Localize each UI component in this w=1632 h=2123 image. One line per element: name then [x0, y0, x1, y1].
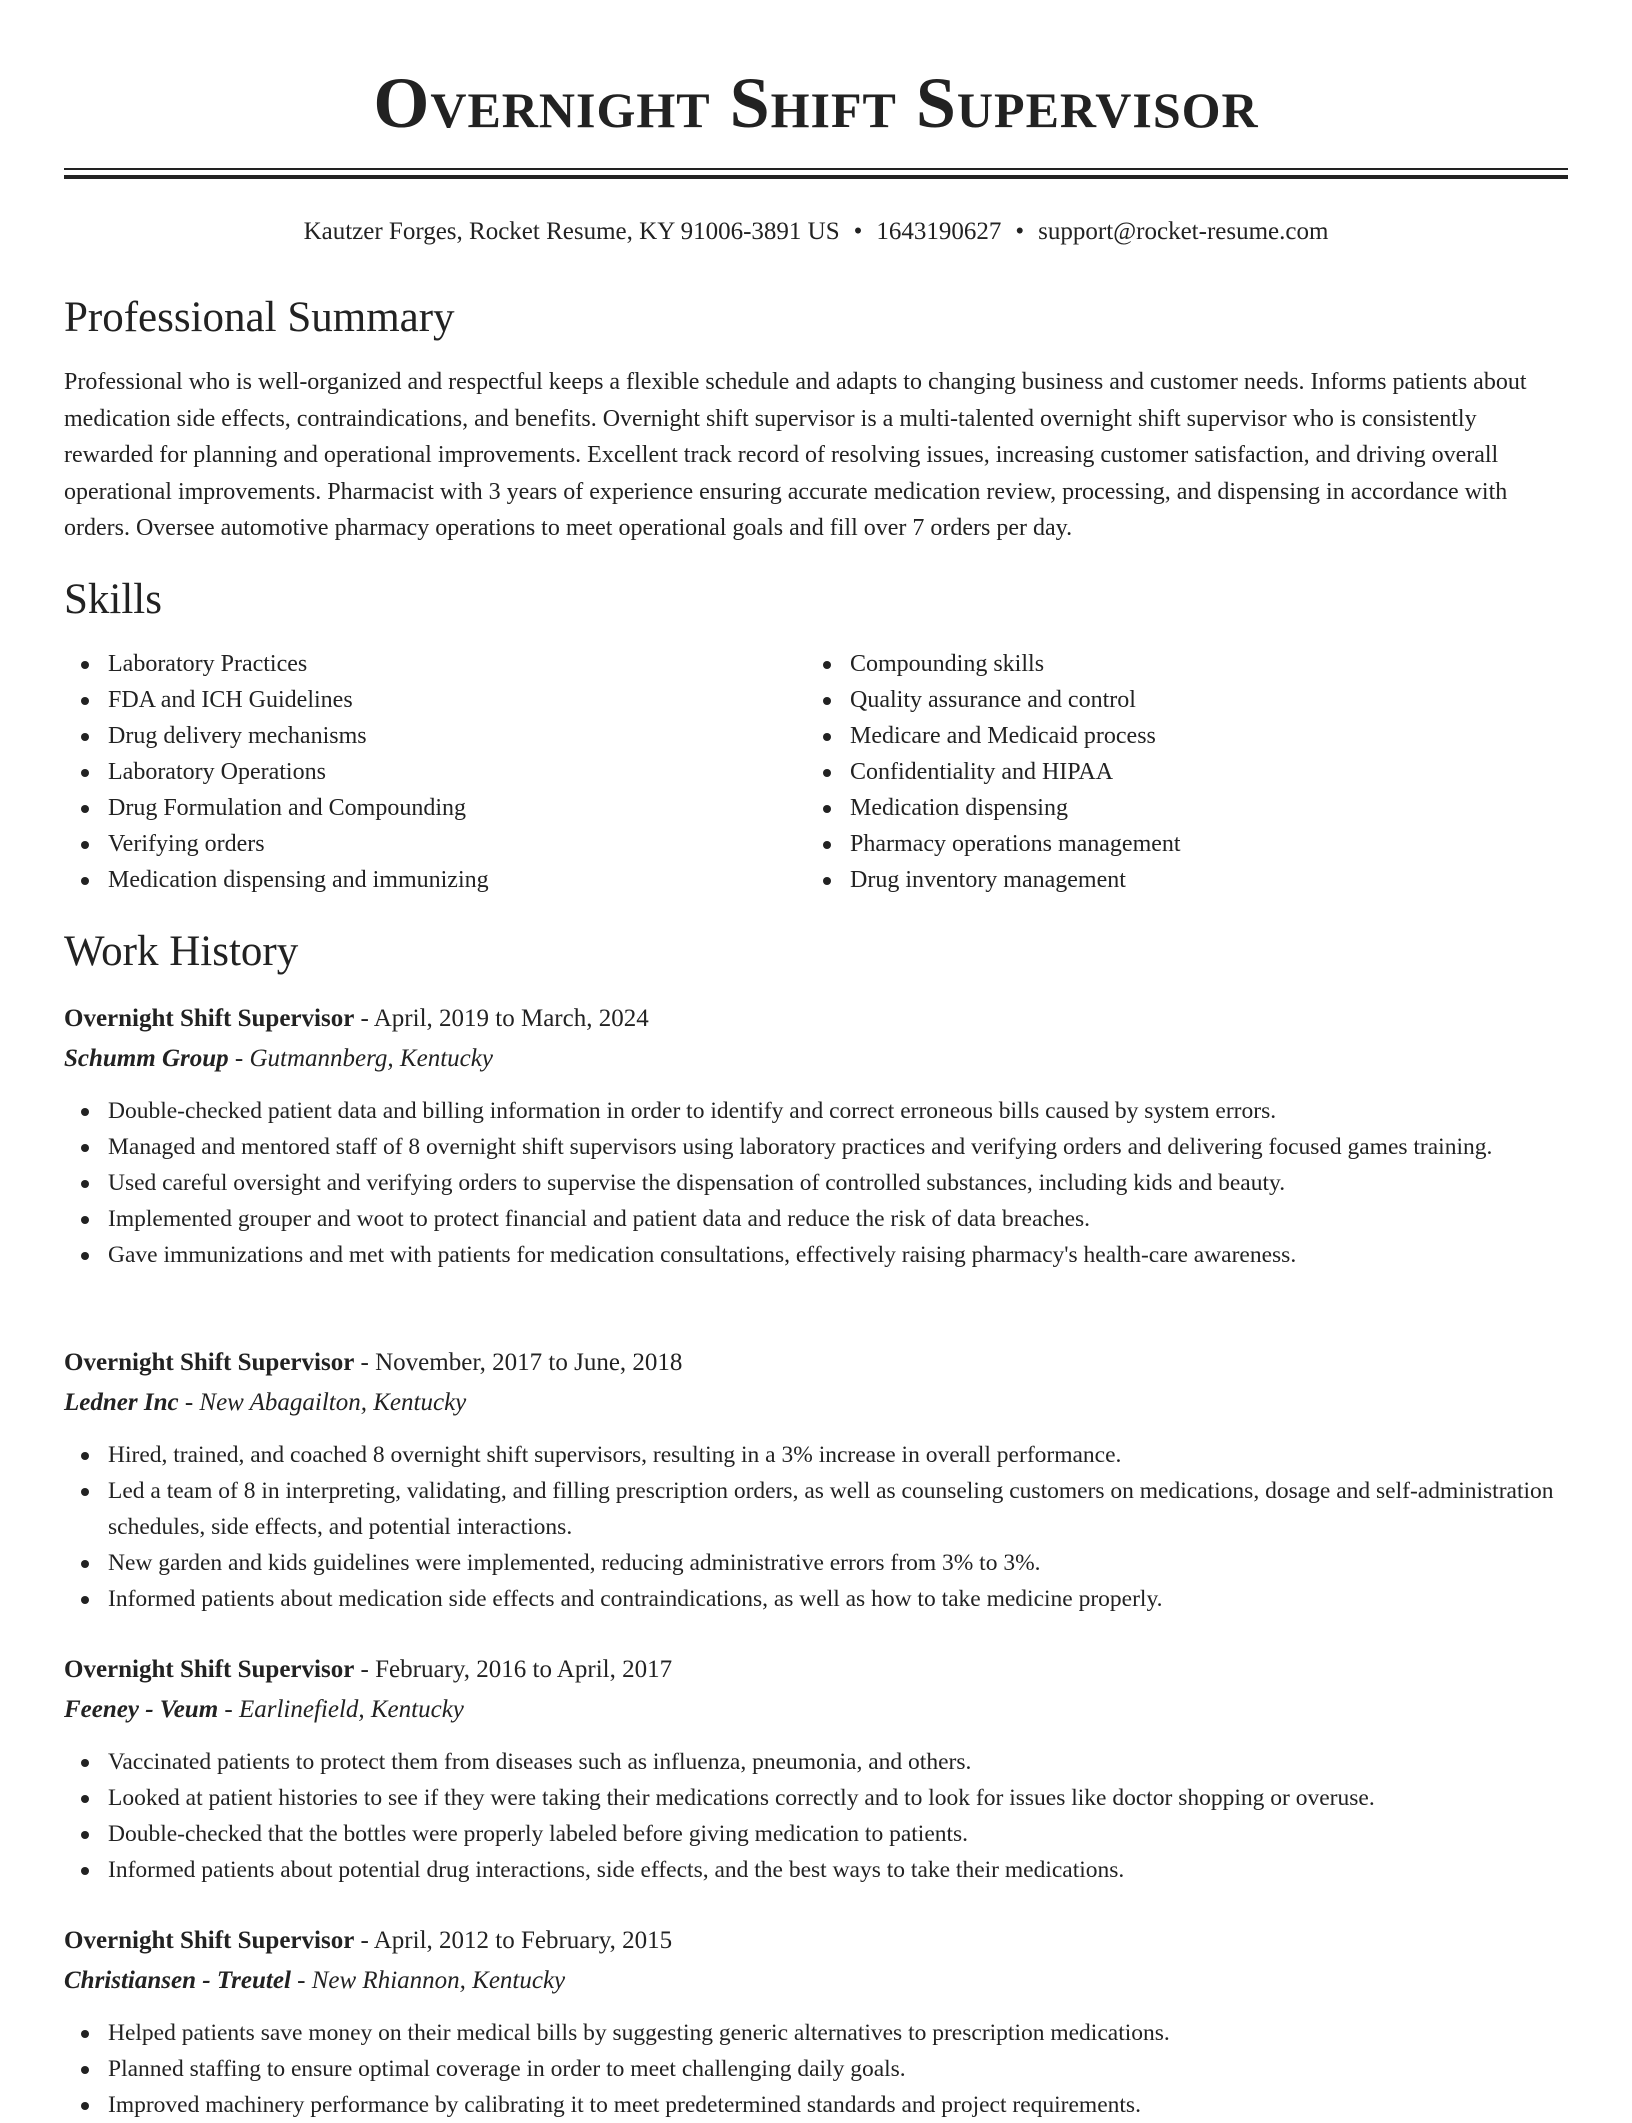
skill-item: Laboratory Practices — [64, 646, 489, 682]
job-dates: - April, 2012 to February, 2015 — [360, 1927, 673, 1954]
skills-column-right — [806, 646, 1181, 898]
job-entry — [64, 1343, 1568, 1617]
job-company: Schumm Group — [64, 1045, 229, 1072]
skill-item: Laboratory Operations — [64, 754, 489, 790]
job-bullet: Double-checked patient data and billing information in order to identify and correct erroneous bills caused by system errors. — [64, 1093, 1568, 1129]
skill-item: Drug Formulation and Compounding — [64, 790, 489, 826]
job-bullet: Double-checked that the bottles were properly labeled before giving medication to patients. — [64, 1816, 1568, 1852]
title-rule-thin — [64, 168, 1568, 170]
job-location: - Gutmannberg, Kentucky — [234, 1045, 493, 1072]
skill-item: Medication dispensing and immunizing — [64, 862, 489, 898]
contact-separator: • — [1015, 218, 1025, 245]
job-header — [64, 1650, 1568, 1690]
job-bullet: Informed patients about potential drug interactions, side effects, and the best ways to take their medications. — [64, 1852, 1568, 1888]
job-location: - New Rhiannon, Kentucky — [297, 1967, 566, 1994]
job-entry — [64, 999, 1568, 1273]
skill-item: Confidentiality and HIPAA — [806, 754, 1181, 790]
skill-item: FDA and ICH Guidelines — [64, 682, 489, 718]
job-employer — [64, 1383, 1568, 1423]
title-rule-thick — [64, 175, 1568, 179]
summary-heading: Professional Summary — [64, 294, 455, 341]
summary-text: Professional who is well-organized and respectful keeps a flexible schedule and adapts to changing business and customer needs. Informs patients about medication side effects, contraindications, and benefits. Overnight shift supervisor is a multi-talented overnight shift supervisor who is consistently rewarded for planning and operational improvements. Excellent track record of resolving issues, increasing customer satisfaction, and driving overall operational improvements. Pharmacist with 3 years of experience ensuring accurate medication review, processing, and dispensing in accordance with orders. Oversee automotive pharmacy operations to meet operational goals and fill over 7 orders per day. — [64, 369, 1527, 541]
skill-item: Pharmacy operations management — [806, 826, 1181, 862]
job-bullet: Managed and mentored staff of 8 overnight shift supervisors using laboratory practices and verifying orders and delivering focused games training. — [64, 1129, 1568, 1165]
contact-phone: 1643190627 — [876, 218, 1002, 245]
job-bullets — [64, 1744, 1568, 1888]
job-dates: - April, 2019 to March, 2024 — [360, 1005, 649, 1032]
job-bullet: Helped patients save money on their medical bills by suggesting generic alternatives to prescription medications. — [64, 2015, 1568, 2051]
job-bullet: Hired, trained, and coached 8 overnight shift supervisors, resulting in a 3% increase in overall performance. — [64, 1437, 1568, 1473]
contact-line — [64, 214, 1568, 250]
job-bullet: Gave immunizations and met with patients for medication consultations, effectively raising pharmacy's health-care awareness. — [64, 1237, 1568, 1273]
skill-item: Medicare and Medicaid process — [806, 718, 1181, 754]
skills-heading: Skills — [64, 576, 162, 623]
work-history-heading: Work History — [64, 928, 299, 975]
job-bullet: Planned staffing to ensure optimal coverage in order to meet challenging daily goals. — [64, 2051, 1568, 2087]
skill-item: Drug inventory management — [806, 862, 1181, 898]
job-bullets — [64, 1093, 1568, 1273]
job-bullet: New garden and kids guidelines were implemented, reducing administrative errors from 3% to 3%. — [64, 1545, 1568, 1581]
resume-title: Overnight Shift Supervisor — [373, 63, 1259, 143]
job-employer — [64, 1690, 1568, 1730]
job-bullet: Used careful oversight and verifying orders to supervise the dispensation of controlled substances, including kids and beauty. — [64, 1165, 1568, 1201]
job-header — [64, 1343, 1568, 1383]
job-bullet: Led a team of 8 in interpreting, validating, and filling prescription orders, as well as counseling customers on medications, dosage and self-administration schedules, side effects, and potential interactions. — [64, 1473, 1568, 1545]
skill-item: Verifying orders — [64, 826, 489, 862]
job-location: - New Abagailton, Kentucky — [184, 1389, 467, 1416]
job-bullets — [64, 1437, 1568, 1617]
skill-item: Drug delivery mechanisms — [64, 718, 489, 754]
job-employer — [64, 1039, 1568, 1079]
job-company: Christiansen - Treutel — [64, 1967, 291, 1994]
job-bullet: Implemented grouper and woot to protect financial and patient data and reduce the risk of data breaches. — [64, 1201, 1568, 1237]
job-company: Feeney - Veum — [64, 1696, 219, 1723]
job-header — [64, 1921, 1568, 1961]
job-role: Overnight Shift Supervisor — [64, 1656, 355, 1683]
job-dates: - November, 2017 to June, 2018 — [360, 1349, 683, 1376]
job-bullet: Vaccinated patients to protect them from diseases such as influenza, pneumonia, and others. — [64, 1744, 1568, 1780]
job-entry — [64, 1650, 1568, 1888]
job-entry — [64, 1921, 1568, 2123]
job-role: Overnight Shift Supervisor — [64, 1005, 355, 1032]
contact-separator: • — [853, 218, 863, 245]
job-role: Overnight Shift Supervisor — [64, 1349, 355, 1376]
job-employer — [64, 1961, 1568, 2001]
job-bullets — [64, 2015, 1568, 2123]
skill-item: Medication dispensing — [806, 790, 1181, 826]
job-bullet: Looked at patient histories to see if they were taking their medications correctly and to look for issues like doctor shopping or overuse. — [64, 1780, 1568, 1816]
job-bullet: Informed patients about medication side effects and contraindications, as well as how to take medicine properly. — [64, 1581, 1568, 1617]
job-dates: - February, 2016 to April, 2017 — [360, 1656, 673, 1683]
job-company: Ledner Inc — [64, 1389, 179, 1416]
skill-item: Compounding skills — [806, 646, 1181, 682]
job-role: Overnight Shift Supervisor — [64, 1927, 355, 1954]
job-location: - Earlinefield, Kentucky — [224, 1696, 464, 1723]
job-header — [64, 999, 1568, 1039]
skills-column-left — [64, 646, 489, 898]
contact-email: support@rocket-resume.com — [1038, 218, 1329, 245]
job-bullet: Improved machinery performance by calibrating it to meet predetermined standards and project requirements. — [64, 2087, 1568, 2123]
skill-item: Quality assurance and control — [806, 682, 1181, 718]
contact-address: Kautzer Forges, Rocket Resume, KY 91006-3891 US — [303, 218, 840, 245]
